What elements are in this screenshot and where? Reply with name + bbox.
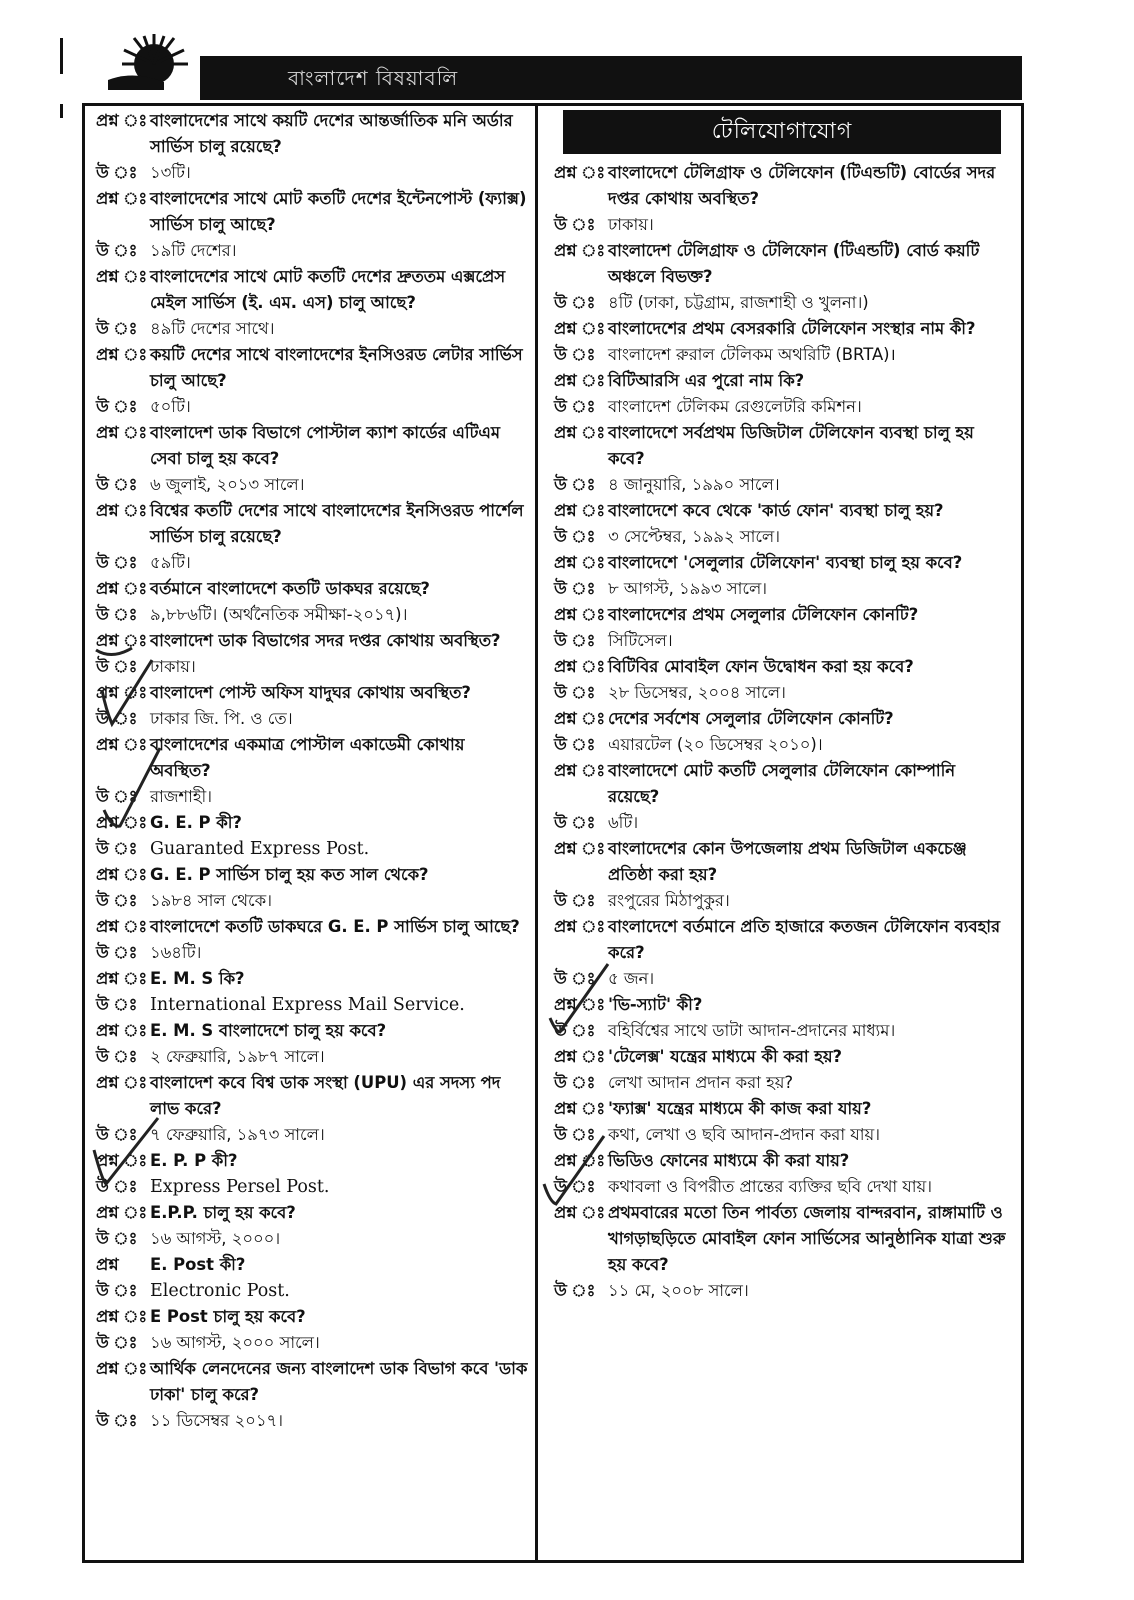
question-marker: প্রশ্ন ঃ	[96, 683, 148, 702]
question-marker: প্রশ্ন ঃ	[96, 813, 148, 832]
answer-row	[554, 290, 1006, 316]
answer-row	[554, 1278, 1006, 1304]
question-marker: প্রশ্ন ঃ	[96, 1359, 148, 1378]
question-marker: প্রশ্ন ঃ	[96, 579, 148, 598]
section-title-telecom: টেলিযোগাযোগ	[563, 110, 1001, 154]
answer-row	[554, 524, 1006, 550]
question-text: বাংলাদেশের কোন উপজেলায় প্রথম ডিজিটাল একচেঞ্জ প্রতিষ্ঠা করা হয়?	[608, 839, 967, 884]
question-row	[554, 316, 1006, 342]
answer-row	[96, 836, 528, 862]
answer-text: ৯,৮৮৬টি। (অর্থনৈতিক সমীক্ষা-২০১৭)।	[150, 605, 408, 624]
question-row	[554, 654, 1006, 680]
question-row	[554, 550, 1006, 576]
question-text: বাংলাদেশের সাথে মোট কতটি দেশের ইন্টেনপোস্ট (ফ্যাক্স) সার্ভিস চালু আছে?	[150, 189, 527, 234]
answer-row	[554, 810, 1006, 836]
question-text: বাংলাদেশের সাথে কয়টি দেশের আন্তর্জাতিক মনি অর্ডার সার্ভিস চালু রয়েছে?	[150, 111, 513, 156]
answer-marker: উ ঃ	[96, 1281, 138, 1300]
question-row	[96, 1018, 528, 1044]
question-text: বাংলাদেশ ডাক বিভাগের সদর দপ্তর কোথায় অবস্থিত?	[150, 631, 501, 650]
question-text: বাংলাদেশে টেলিগ্রাফ ও টেলিফোন (টিএন্ডটি) বোর্ডের সদর দপ্তর কোথায় অবস্থিত?	[608, 163, 996, 208]
answer-marker: উ ঃ	[554, 475, 596, 494]
answer-marker: উ ঃ	[96, 891, 138, 910]
question-marker: প্রশ্ন ঃ	[96, 111, 148, 130]
question-marker: প্রশ্ন ঃ	[96, 1307, 148, 1326]
question-marker: প্রশ্ন ঃ	[96, 345, 148, 364]
answer-marker: উ ঃ	[554, 215, 596, 234]
publisher-logo-icon	[104, 30, 196, 92]
answer-text: রাজশাহী।	[150, 787, 213, 806]
question-marker: প্রশ্ন ঃ	[96, 1073, 148, 1092]
answer-text: ১৯৮৪ সাল থেকে।	[150, 891, 272, 910]
answer-marker: উ ঃ	[554, 1021, 596, 1040]
question-marker: প্রশ্ন ঃ	[554, 917, 606, 936]
question-row	[554, 758, 1006, 810]
question-text: বাংলাদেশে মোট কতটি সেলুলার টেলিফোন কোম্পানি রয়েছে?	[608, 761, 956, 806]
answer-marker: উ ঃ	[554, 345, 596, 364]
question-row	[96, 420, 528, 472]
answer-marker: উ ঃ	[96, 605, 138, 624]
answer-marker: উ ঃ	[96, 1333, 138, 1352]
answer-row	[96, 238, 528, 264]
question-text: G. E. P সার্ভিস চালু হয় কত সাল থেকে?	[150, 865, 429, 884]
question-text: E. M. S বাংলাদেশে চালু হয় কবে?	[150, 1021, 387, 1040]
question-text: বাংলাদেশের প্রথম বেসরকারি টেলিফোন সংস্থার নাম কী?	[608, 319, 976, 338]
answer-text: বহির্বিশ্বের সাথে ডাটা আদান-প্রদানের মাধ্যম।	[608, 1021, 896, 1040]
answer-marker: উ ঃ	[554, 1281, 596, 1300]
question-text: বাংলাদেশের সাথে মোট কতটি দেশের দ্রুততম এক্সপ্রেস মেইল সার্ভিস (ই. এম. এস) চালু আছে?	[150, 267, 506, 312]
question-marker: প্রশ্ন ঃ	[554, 1151, 606, 1170]
answer-text: ৪টি (ঢাকা, চট্টগ্রাম, রাজশাহী ও খুলনা।)	[608, 293, 869, 312]
running-header-title: বাংলাদেশ বিষয়াবলি	[288, 66, 459, 90]
question-row	[96, 264, 528, 316]
question-marker: প্রশ্ন ঃ	[554, 605, 606, 624]
answer-marker: উ ঃ	[96, 163, 138, 182]
question-text: বাংলাদেশ ডাক বিভাগে পোস্টাল ক্যাশ কার্ডের এটিএম সেবা চালু হয় কবে?	[150, 423, 501, 468]
question-row	[554, 160, 1006, 212]
answer-text: ২ ফেব্রুয়ারি, ১৯৮৭ সালে।	[150, 1047, 325, 1066]
answer-marker: উ ঃ	[554, 1125, 596, 1144]
question-marker: প্রশ্ন ঃ	[96, 501, 148, 520]
scan-edge-mark	[60, 38, 63, 74]
answer-row	[96, 706, 528, 732]
answer-row	[554, 888, 1006, 914]
answer-row	[554, 680, 1006, 706]
column-divider	[535, 103, 538, 1563]
question-row	[554, 1044, 1006, 1070]
question-row	[96, 1070, 528, 1122]
question-row	[554, 1200, 1006, 1278]
answer-marker: উ ঃ	[96, 397, 138, 416]
answer-row	[554, 628, 1006, 654]
question-row	[96, 810, 528, 836]
answer-marker: উ ঃ	[554, 735, 596, 754]
answer-row	[554, 1070, 1006, 1096]
answer-marker: উ ঃ	[554, 527, 596, 546]
answer-row	[554, 394, 1006, 420]
answer-row	[96, 992, 528, 1018]
question-text: প্রথমবারের মতো তিন পার্বত্য জেলায় বান্দরবান, রাঙ্গামাটি ও খাগড়াছড়িতে মোবাইল ফোন সার্ভিসের আনুষ্ঠানিক যাত্রা শুরু হয় কবে?	[608, 1203, 1006, 1274]
question-row	[96, 342, 528, 394]
answer-row	[96, 1226, 528, 1252]
answer-text: ৫৯টি।	[150, 553, 191, 572]
answer-text: ১১ ডিসেম্বর ২০১৭।	[150, 1411, 283, 1430]
question-row	[96, 498, 528, 550]
question-marker: প্রশ্ন ঃ	[96, 1021, 148, 1040]
question-marker: প্রশ্ন ঃ	[96, 1151, 148, 1170]
answer-marker: উ ঃ	[554, 1177, 596, 1196]
question-marker: প্রশ্ন ঃ	[96, 267, 148, 286]
question-row	[554, 706, 1006, 732]
answer-row	[554, 342, 1006, 368]
question-text: E Post চালু হয় কবে?	[150, 1307, 306, 1326]
question-text: E.P.P. চালু হয় কবে?	[150, 1203, 296, 1222]
question-marker: প্রশ্ন ঃ	[554, 657, 606, 676]
question-text: 'ফ্যাক্স' যন্ত্রের মাধ্যমে কী কাজ করা যায়?	[608, 1099, 872, 1118]
answer-text: ১৬ আগস্ট, ২০০০ সালে।	[150, 1333, 320, 1352]
answer-text: ৫ জন।	[608, 969, 655, 988]
answer-row	[554, 576, 1006, 602]
answer-marker: উ ঃ	[96, 943, 138, 962]
question-marker: প্রশ্ন ঃ	[554, 1099, 606, 1118]
question-text: বাংলাদেশে বর্তমানে প্রতি হাজারে কতজন টেলিফোন ব্যবহার করে?	[608, 917, 1001, 962]
answer-marker: উ ঃ	[96, 475, 138, 494]
question-marker: প্রশ্ন ঃ	[554, 1047, 606, 1066]
answer-marker: উ ঃ	[96, 657, 138, 676]
question-marker: প্রশ্ন ঃ	[96, 969, 148, 988]
answer-text: ৩ সেপ্টেম্বর, ১৯৯২ সালে।	[608, 527, 780, 546]
question-marker: প্রশ্ন ঃ	[96, 1203, 148, 1222]
question-marker: প্রশ্ন ঃ	[554, 1203, 606, 1222]
question-text: ভিডিও ফোনের মাধ্যমে কী করা যায়?	[608, 1151, 850, 1170]
answer-marker: উ ঃ	[96, 1411, 138, 1430]
answer-marker: উ ঃ	[96, 1177, 138, 1196]
answer-row	[96, 888, 528, 914]
answer-row	[554, 732, 1006, 758]
question-text: বিটিবির মোবাইল ফোন উদ্বোধন করা হয় কবে?	[608, 657, 914, 676]
answer-marker: উ ঃ	[554, 293, 596, 312]
answer-row	[96, 1044, 528, 1070]
question-text: G. E. P কী?	[150, 813, 242, 832]
answer-marker: উ ঃ	[96, 1229, 138, 1248]
answer-text: এয়ারটেল (২০ ডিসেম্বর ২০১০)।	[608, 735, 823, 754]
answer-row	[96, 550, 528, 576]
question-marker: প্রশ্ন ঃ	[96, 189, 148, 208]
answer-text: ১৬৪টি।	[150, 943, 202, 962]
question-row	[554, 1096, 1006, 1122]
question-row	[96, 628, 528, 654]
question-marker: প্রশ্ন ঃ	[96, 917, 148, 936]
answer-text: ঢাকায়।	[150, 657, 196, 676]
question-row	[96, 186, 528, 238]
question-marker: প্রশ্ন ঃ	[554, 709, 606, 728]
answer-marker: উ ঃ	[554, 683, 596, 702]
answer-text: ১৩টি।	[150, 163, 191, 182]
question-marker: প্রশ্ন ঃ	[554, 553, 606, 572]
question-row	[96, 1148, 528, 1174]
answer-text: ঢাকায়।	[608, 215, 654, 234]
answer-text: সিটিসেল।	[608, 631, 673, 650]
question-text: বর্তমানে বাংলাদেশে কতটি ডাকঘর রয়েছে?	[150, 579, 430, 598]
answer-marker: উ ঃ	[96, 709, 138, 728]
question-row	[96, 1252, 528, 1278]
question-marker: প্রশ্ন ঃ	[554, 319, 606, 338]
right-column-qa-list	[554, 160, 1006, 1304]
answer-row	[554, 1018, 1006, 1044]
question-row	[96, 966, 528, 992]
question-text: E. M. S কি?	[150, 969, 245, 988]
answer-text: ২৮ ডিসেম্বর, ২০০৪ সালে।	[608, 683, 786, 702]
question-row	[554, 602, 1006, 628]
answer-text: কথাবলা ও বিপরীত প্রান্তের ব্যক্তির ছবি দেখা যায়।	[608, 1177, 933, 1196]
question-text: E. P. P কী?	[150, 1151, 238, 1170]
question-row	[554, 1148, 1006, 1174]
question-row	[554, 836, 1006, 888]
answer-marker: উ ঃ	[96, 241, 138, 260]
left-column-qa-list	[96, 108, 528, 1434]
question-row	[554, 914, 1006, 966]
answer-marker: উ ঃ	[554, 813, 596, 832]
question-marker: প্রশ্ন ঃ	[554, 163, 606, 182]
question-row	[96, 732, 528, 784]
question-text: কয়টি দেশের সাথে বাংলাদেশের ইনসিওরড লেটার সার্ভিস চালু আছে?	[150, 345, 523, 390]
question-text: বাংলাদেশ পোস্ট অফিস যাদুঘর কোথায় অবস্থিত?	[150, 683, 471, 702]
answer-text: ১৯টি দেশের।	[150, 241, 237, 260]
question-marker: প্রশ্ন ঃ	[96, 865, 148, 884]
answer-text: কথা, লেখা ও ছবি আদান-প্রদান করা যায়।	[608, 1125, 881, 1144]
answer-marker: উ ঃ	[554, 579, 596, 598]
question-marker: প্রশ্ন ঃ	[96, 631, 148, 650]
answer-text: ৬ জুলাই, ২০১৩ সালে।	[150, 475, 305, 494]
answer-text: ৫০টি।	[150, 397, 191, 416]
question-marker: প্রশ্ন	[96, 1255, 119, 1274]
question-text: বাংলাদেশের একমাত্র পোস্টাল একাডেমী কোথায় অবস্থিত?	[150, 735, 465, 780]
question-row	[96, 108, 528, 160]
answer-row	[96, 394, 528, 420]
question-row	[554, 368, 1006, 394]
scan-edge-mark	[60, 104, 63, 118]
question-text: 'টেলেক্স' যন্ত্রের মাধ্যমে কী করা হয়?	[608, 1047, 843, 1066]
question-marker: প্রশ্ন ঃ	[554, 241, 606, 260]
answer-marker: উ ঃ	[96, 319, 138, 338]
answer-text: Guaranted Express Post.	[150, 839, 370, 859]
answer-marker: উ ঃ	[96, 839, 138, 858]
answer-text: ৬টি।	[608, 813, 639, 832]
question-row	[96, 914, 528, 940]
question-marker: প্রশ্ন ঃ	[554, 761, 606, 780]
answer-row	[96, 602, 528, 628]
question-row	[554, 238, 1006, 290]
answer-marker: উ ঃ	[96, 787, 138, 806]
question-marker: প্রশ্ন ঃ	[96, 423, 148, 442]
answer-text: ৪ জানুয়ারি, ১৯৯০ সালে।	[608, 475, 780, 494]
answer-text: রংপুরের মিঠাপুকুর।	[608, 891, 730, 910]
answer-marker: উ ঃ	[96, 553, 138, 572]
question-text: বিশ্বের কতটি দেশের সাথে বাংলাদেশের ইনসিওরড পার্শেল সার্ভিস চালু রয়েছে?	[150, 501, 524, 546]
running-header	[200, 56, 1022, 100]
answer-row	[554, 1174, 1006, 1200]
answer-text: ১৬ আগস্ট, ২০০০।	[150, 1229, 281, 1248]
answer-row	[554, 472, 1006, 498]
question-marker: প্রশ্ন ঃ	[554, 371, 606, 390]
question-row	[96, 680, 528, 706]
question-row	[96, 1304, 528, 1330]
question-row	[96, 862, 528, 888]
answer-row	[96, 1278, 528, 1304]
answer-text: ৭ ফেব্রুয়ারি, ১৯৭৩ সালে।	[150, 1125, 325, 1144]
answer-marker: উ ঃ	[554, 891, 596, 910]
answer-row	[96, 1122, 528, 1148]
question-row	[554, 992, 1006, 1018]
answer-marker: উ ঃ	[554, 631, 596, 650]
answer-text: বাংলাদেশ রুরাল টেলিকম অথরিটি (BRTA)।	[608, 345, 896, 364]
question-text: বাংলাদেশে কবে থেকে 'কার্ড ফোন' ব্যবস্থা চালু হয়?	[608, 501, 944, 520]
question-marker: প্রশ্ন ঃ	[96, 735, 148, 754]
answer-row	[96, 654, 528, 680]
answer-text: Express Persel Post.	[150, 1177, 330, 1197]
answer-text: ১১ মে, ২০০৮ সালে।	[608, 1281, 749, 1300]
answer-row	[554, 212, 1006, 238]
answer-text: ঢাকার জি. পি. ও তে।	[150, 709, 293, 728]
answer-text: International Express Mail Service.	[150, 995, 465, 1015]
answer-marker: উ ঃ	[96, 1125, 138, 1144]
answer-text: বাংলাদেশ টেলিকম রেগুলেটরি কমিশন।	[608, 397, 862, 416]
question-text: বাংলাদেশে সর্বপ্রথম ডিজিটাল টেলিফোন ব্যবস্থা চালু হয় কবে?	[608, 423, 974, 468]
question-text: বাংলাদেশ কবে বিশ্ব ডাক সংস্থা (UPU) এর সদস্য পদ লাভ করে?	[150, 1073, 501, 1118]
question-row	[554, 420, 1006, 472]
answer-text: ৪৯টি দেশের সাথে।	[150, 319, 275, 338]
answer-row	[96, 784, 528, 810]
question-marker: প্রশ্ন ঃ	[554, 501, 606, 520]
question-text: দেশের সর্বশেষ সেলুলার টেলিফোন কোনটি?	[608, 709, 894, 728]
answer-row	[554, 966, 1006, 992]
question-row	[554, 498, 1006, 524]
question-marker: প্রশ্ন ঃ	[554, 423, 606, 442]
answer-text: Electronic Post.	[150, 1281, 290, 1301]
answer-marker: উ ঃ	[96, 995, 138, 1014]
question-text: বাংলাদেশে কতটি ডাকঘরে G. E. P সার্ভিস চালু আছে?	[150, 917, 520, 936]
question-text: 'ভি-স্যাট' কী?	[608, 995, 703, 1014]
answer-row	[96, 1174, 528, 1200]
answer-row	[96, 1408, 528, 1434]
question-text: বিটিআরসি এর পুরো নাম কি?	[608, 371, 805, 390]
answer-row	[96, 316, 528, 342]
answer-marker: উ ঃ	[554, 969, 596, 988]
question-row	[96, 576, 528, 602]
question-marker: প্রশ্ন ঃ	[554, 995, 606, 1014]
answer-text: ৮ আগস্ট, ১৯৯৩ সালে।	[608, 579, 768, 598]
answer-row	[96, 160, 528, 186]
question-text: E. Post কী?	[150, 1255, 246, 1274]
answer-row	[554, 1122, 1006, 1148]
answer-marker: উ ঃ	[554, 397, 596, 416]
answer-marker: উ ঃ	[96, 1047, 138, 1066]
question-row	[96, 1356, 528, 1408]
question-text: বাংলাদেশ টেলিগ্রাফ ও টেলিফোন (টিএন্ডটি) বোর্ড কয়টি অঞ্চলে বিভক্ত?	[608, 241, 980, 286]
answer-row	[96, 940, 528, 966]
question-text: বাংলাদেশে 'সেলুলার টেলিফোন' ব্যবস্থা চালু হয় কবে?	[608, 553, 963, 572]
answer-row	[96, 472, 528, 498]
answer-row	[96, 1330, 528, 1356]
answer-text: লেখা আদান প্রদান করা হয়?	[608, 1073, 794, 1092]
question-row	[96, 1200, 528, 1226]
answer-marker: উ ঃ	[554, 1073, 596, 1092]
question-text: বাংলাদেশের প্রথম সেলুলার টেলিফোন কোনটি?	[608, 605, 919, 624]
question-text: আর্থিক লেনদেনের জন্য বাংলাদেশ ডাক বিভাগ কবে 'ডাক ঢাকা' চালু করে?	[150, 1359, 528, 1404]
question-marker: প্রশ্ন ঃ	[554, 839, 606, 858]
